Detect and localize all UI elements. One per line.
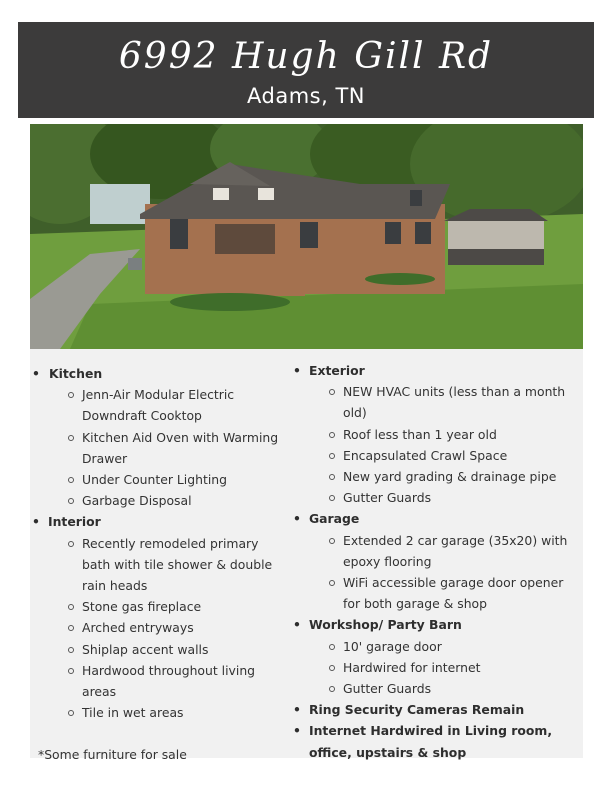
interior-section bbox=[32, 511, 287, 723]
list-item: Hardwood throughout living areas bbox=[68, 660, 287, 702]
right-feature-column bbox=[293, 360, 578, 763]
list-item: Under Counter Lighting bbox=[68, 469, 287, 490]
list-item: Kitchen Aid Oven with Warming Drawer bbox=[68, 427, 287, 469]
list-item: Gutter Guards bbox=[329, 487, 578, 508]
list-item: 10' garage door bbox=[329, 636, 578, 657]
section-heading-kitchen: • Kitchen bbox=[32, 363, 287, 384]
section-heading-exterior: • Exterior bbox=[293, 360, 578, 381]
list-item: Hardwired for internet bbox=[329, 657, 578, 678]
internet-section bbox=[293, 720, 578, 762]
list-item: Tile in wet areas bbox=[68, 702, 287, 723]
list-item: New yard grading & drainage pipe bbox=[329, 466, 578, 487]
section-heading-workshop: • Workshop/ Party Barn bbox=[293, 614, 578, 635]
list-item: Shiplap accent walls bbox=[68, 639, 287, 660]
list-item: Extended 2 car garage (35x20) with epoxy flooring bbox=[329, 530, 578, 572]
kitchen-section bbox=[32, 363, 287, 511]
list-item: NEW HVAC units (less than a month old) bbox=[329, 381, 578, 423]
exterior-section bbox=[293, 360, 578, 508]
left-feature-column bbox=[32, 363, 287, 766]
section-heading-garage: • Garage bbox=[293, 508, 578, 529]
title-banner bbox=[18, 22, 594, 118]
city-subtitle: Adams, TN bbox=[247, 84, 365, 108]
list-item: Encapsulated Crawl Space bbox=[329, 445, 578, 466]
section-heading-internet: • Internet Hardwired in Living room, office, upstairs & shop bbox=[293, 720, 578, 762]
list-item: Recently remodeled primary bath with tile shower & double rain heads bbox=[68, 533, 287, 597]
address-title: 6992 Hugh Gill Rd bbox=[118, 36, 494, 77]
security-section bbox=[293, 699, 578, 720]
list-item: Jenn-Air Modular Electric Downdraft Cooktop bbox=[68, 384, 287, 426]
list-item: Gutter Guards bbox=[329, 678, 578, 699]
list-item: Arched entryways bbox=[68, 617, 287, 638]
list-item: WiFi accessible garage door opener for both garage & shop bbox=[329, 572, 578, 614]
section-heading-interior: • Interior bbox=[32, 511, 287, 532]
garage-section bbox=[293, 508, 578, 614]
section-heading-ring-cameras: • Ring Security Cameras Remain bbox=[293, 699, 578, 720]
house-photo bbox=[30, 124, 583, 349]
list-item: Garbage Disposal bbox=[68, 490, 287, 511]
list-item: Stone gas fireplace bbox=[68, 596, 287, 617]
list-item: Roof less than 1 year old bbox=[329, 424, 578, 445]
furniture-footnote: *Some furniture for sale bbox=[38, 747, 187, 763]
workshop-section bbox=[293, 614, 578, 699]
